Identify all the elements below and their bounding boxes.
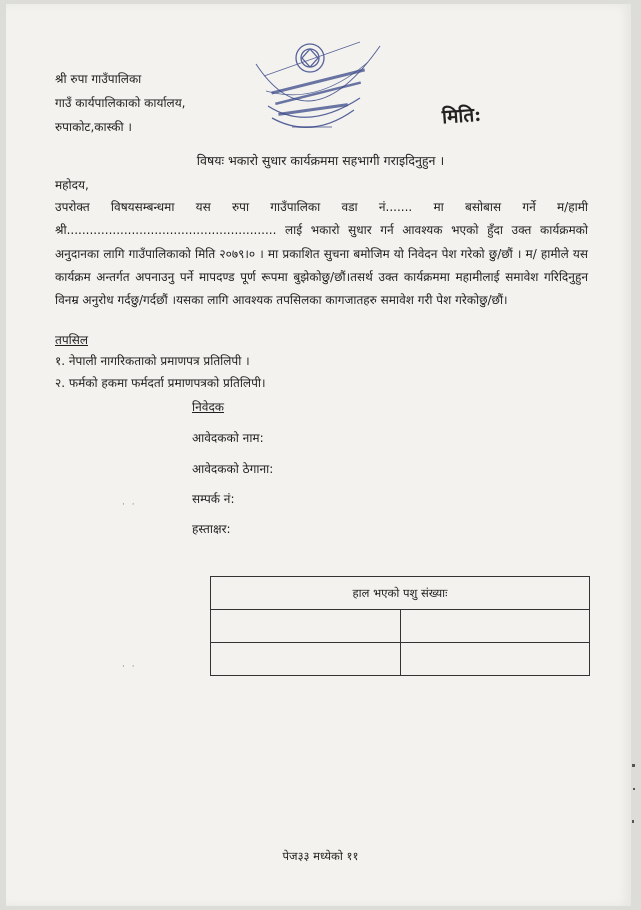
applicant-contact-label: सम्पर्क नं: <box>192 492 235 506</box>
addressee-line-2: गाउँ कार्यपालिकाको कार्यालय, <box>55 96 186 110</box>
attachment-item-1: १. नेपाली नागरिकताको प्रमाणपत्र प्रतिलिपी । <box>55 354 250 368</box>
applicant-signature-label: हस्ताक्षर: <box>192 522 231 536</box>
livestock-count-table <box>210 576 590 676</box>
addressee-line-1: श्री रुपा गाउँपालिका <box>55 72 142 86</box>
addressee-line-3: रुपाकोट,कास्की । <box>55 120 132 134</box>
attachment-item-2: २. फर्मको हकमा फर्मदर्ता प्रमाणपत्रको प्रतिलिपी। <box>55 376 266 390</box>
scan-edge-marks <box>629 760 639 860</box>
salutation: महोदय, <box>55 178 89 192</box>
table-cell <box>211 610 401 643</box>
office-seal-stamp <box>248 36 388 136</box>
applicant-name-label: आवेदकको नाम: <box>192 431 264 445</box>
livestock-table-header: हाल भएको पशु संख्याः <box>211 577 590 610</box>
applicant-heading: निवेदक <box>192 400 225 414</box>
table-cell <box>211 643 401 676</box>
date-label: मिति: <box>441 103 482 129</box>
page-footer: पेज३३ मध्येको ११ <box>282 849 359 863</box>
subject-line: विषयः भकारो सुधार कार्यक्रममा सहभागी गराइदिनुहुन । <box>196 153 445 168</box>
applicant-address-label: आवेदकको ठेगाना: <box>192 462 274 476</box>
table-cell <box>400 610 590 643</box>
table-cell <box>400 643 590 676</box>
scan-dots: · · <box>122 662 137 672</box>
attachments-heading: तपसिल <box>55 333 89 347</box>
body-paragraph: उपरोक्त विषयसम्बन्धमा यस रुपा गाउँपालिका वडा नं....... मा बसोबास गर्ने म/हामी श्री....................................................... लाई भकारो सुधार गर्न आवश्यक भएको हुँदा उक्त कार्यक्रमको अनुदानका लागि गाउँपालिकाको मिति २०७९।० । मा प्रकाशित सुचना बमोजिम यो निवेदन पेश गरेको छु/छौं । म/ हामीले यस कार्यक्रम अन्तर्गत अपनाउनु पर्ने मापदण्ड पूर्ण रूपमा बुझेकोछु/छौं।तसर्थ उक्त कार्यक्रममा महामीलाई समावेश गरिदिनुहुन विनम्र अनुरोध गर्दछु/गर्दछौं ।यसका लागि आवश्यक तपसिलका कागजातहरु समावेश गरी पेश गरेकोछु/छौं। <box>55 200 588 308</box>
scan-dots: · · <box>122 500 137 510</box>
document-page <box>6 4 631 906</box>
